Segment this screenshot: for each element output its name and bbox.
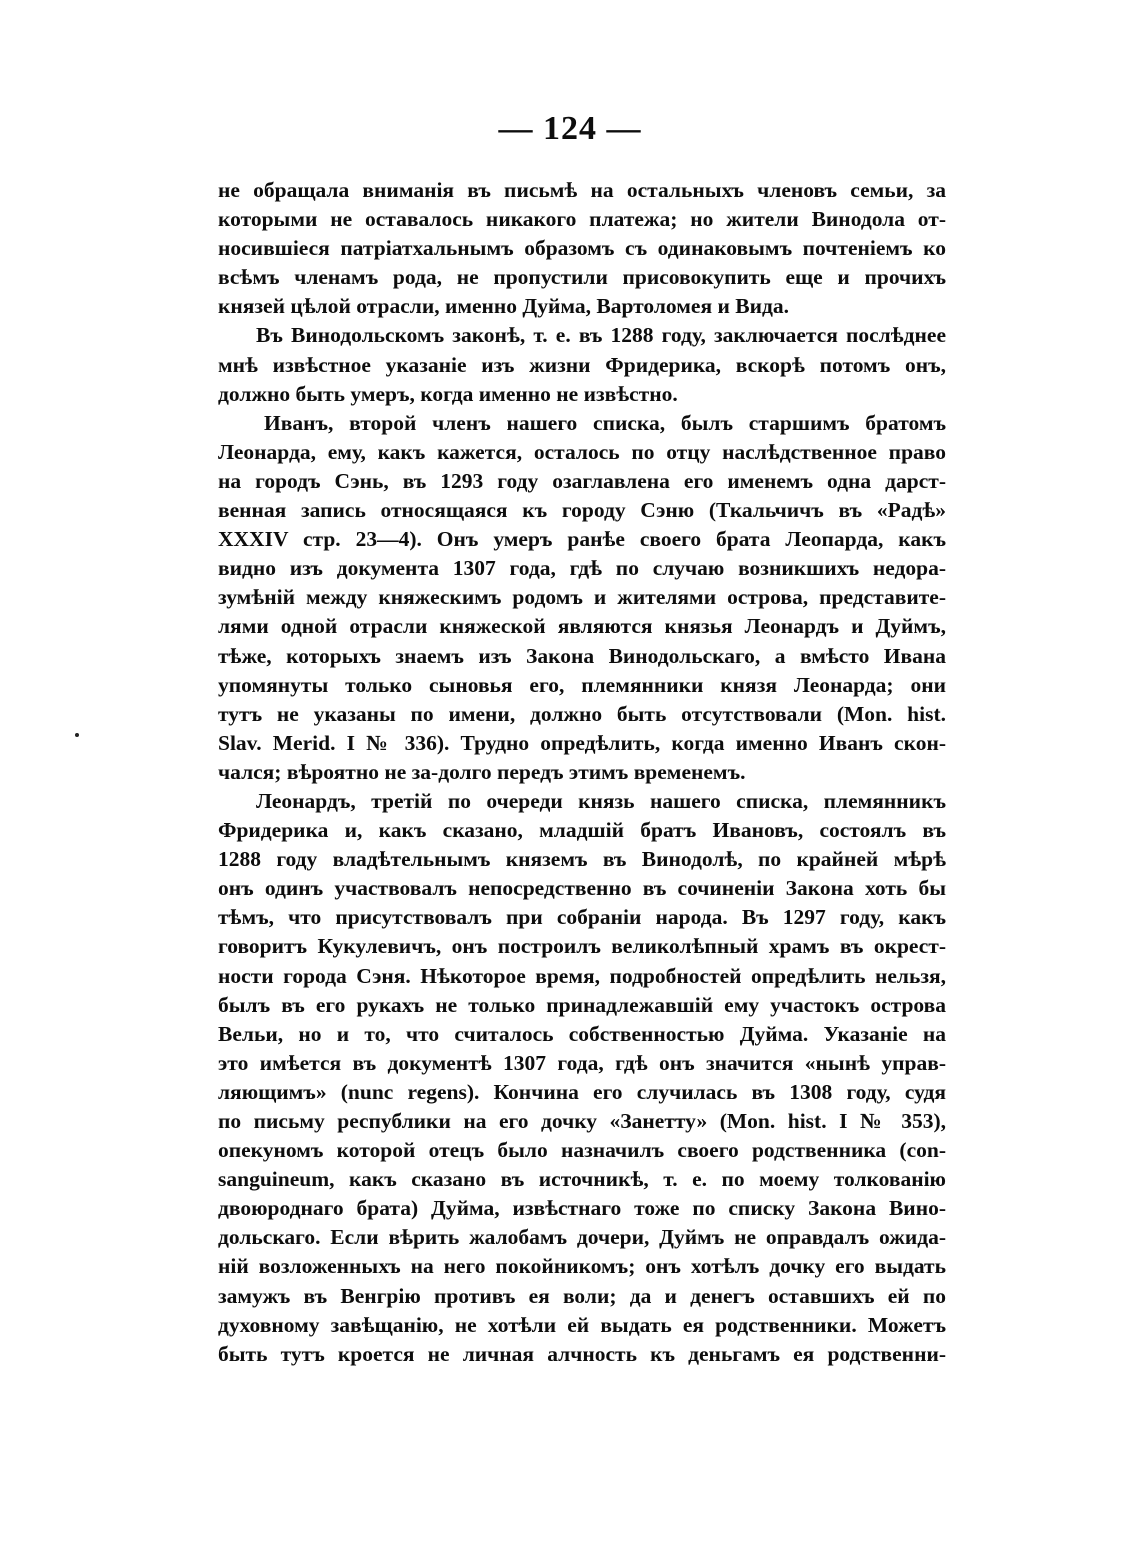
text-line: носившіеся патріатхальнымъ образомъ съ одинаковымъ почтеніемъ ко <box>218 236 946 261</box>
text-line: говоритъ Кукулевичъ, онъ построилъ великолѣпный храмъ въ окрест- <box>218 934 946 959</box>
text-line: всѣмъ членамъ рода, не пропустили присовокупить еще и прочихъ <box>218 265 946 290</box>
text-line: это имѣется въ документѣ 1307 года, гдѣ онъ значится «нынѣ управ- <box>218 1050 946 1075</box>
text-line: духовному завѣщанію, не хотѣли ей выдать ея родственники. Можетъ <box>218 1312 946 1337</box>
text-line: чался; вѣроятно не за-долго передъ этимъ временемъ. <box>218 759 746 784</box>
paragraph-start-line: Въ Винодольскомъ законѣ, т. е. въ 1288 году, заключается послѣднее <box>256 323 946 348</box>
text-line: которыми не оставалось никакого платежа; но жители Винодола от- <box>218 207 946 232</box>
text-line: Вельи, но и то, что считалось собственностью Дуйма. Указаніе на <box>218 1021 946 1046</box>
margin-mark <box>75 733 79 737</box>
text-line: тутъ не указаны по имени, должно быть отсутствовали (Mon. hist. <box>218 701 946 726</box>
text-line: онъ одинъ участвовалъ непосредственно въ сочиненіи Закона хоть бы <box>218 876 946 901</box>
text-line: лями одной отрасли княжеской являются князья Леонардъ и Дуймъ, <box>218 614 946 639</box>
text-line: мнѣ извѣстное указаніе изъ жизни Фридерика, вскорѣ потомъ онъ, <box>218 352 946 377</box>
text-line: тѣмъ, что присутствовалъ при собраніи народа. Въ 1297 году, какъ <box>218 905 946 930</box>
text-line: должно быть умеръ, когда именно не извѣстно. <box>218 381 678 406</box>
text-line: по письму республики на его дочку «Занетту» (Mon. hist. I № 353), <box>218 1109 946 1133</box>
text-line: sanguineum, какъ сказано въ источникѣ, т. е. по моему толкованію <box>218 1167 946 1192</box>
text-line: дольскаго. Если вѣрить жалобамъ дочери, Дуймъ не оправдалъ ожида- <box>218 1225 946 1250</box>
paragraph-start-line: Леонардъ, третій по очереди князь нашего списка, племянникъ <box>256 788 946 813</box>
text-line: тѣже, которыхъ знаемъ изъ Закона Винодольскаго, а вмѣсто Ивана <box>218 643 946 668</box>
text-line: на городъ Сэнь, въ 1293 году озаглавлена его именемъ одна дарст- <box>218 468 946 493</box>
body-text <box>218 176 946 1369</box>
text-line: упомянуты только сыновья его, племянники князя Леонарда; они <box>218 672 946 697</box>
text-line: быть тутъ кроется не личная алчность къ деньгамъ ея родственни- <box>218 1341 946 1366</box>
paragraph-start-line: Иванъ, второй членъ нашего списка, былъ старшимъ братомъ <box>264 410 946 435</box>
text-line: не обращала вниманія въ письмѣ на остальныхъ членовъ семьи, за <box>218 178 946 202</box>
page-number: — 124 — <box>498 110 642 147</box>
text-line: замужъ въ Венгрію противъ ея воли; да и денегъ оставшихъ ей по <box>218 1283 946 1308</box>
text-line: ній возложенныхъ на него покойникомъ; онъ хотѣлъ дочку его выдать <box>218 1254 946 1279</box>
text-line: Фридерика и, какъ сказано, младшій братъ Ивановъ, состоялъ въ <box>218 818 946 843</box>
text-line: Леонарда, ему, какъ кажется, осталось по отцу наслѣдственное право <box>218 439 946 464</box>
text-line: двоюроднаго брата) Дуйма, извѣстнаго тоже по списку Закона Вино- <box>218 1196 946 1221</box>
text-line: венная запись относящаяся къ городу Сэню (Ткальчичъ въ «Радѣ» <box>218 498 946 523</box>
text-line: XXXIV стр. 23—4). Онъ умеръ ранѣе своего брата Леопарда, какъ <box>218 527 946 552</box>
text-line: видно изъ документа 1307 года, гдѣ по случаю возникшихъ недора- <box>218 556 946 581</box>
text-line: зумѣній между княжескимъ родомъ и жителями острова, представите- <box>218 585 946 610</box>
text-line: ности города Сэня. Нѣкоторое время, подробностей опредѣлить нельзя, <box>218 963 946 988</box>
text-line: ляющимъ» (nunc regens). Кончина его случилась въ 1308 году, судя <box>218 1079 946 1104</box>
text-line: Slav. Merid. I № 336). Трудно опредѣлить, когда именно Иванъ скон- <box>218 730 946 755</box>
text-line: опекуномъ которой отецъ было назначилъ своего родственника (con- <box>218 1138 946 1163</box>
text-line: князей цѣлой отрасли, именно Дуйма, Вартоломея и Вида. <box>218 294 789 319</box>
text-line: 1288 году владѣтельнымъ княземъ въ Винодолѣ, по крайней мѣрѣ <box>218 847 946 872</box>
text-line: былъ въ его рукахъ не только принадлежавшій ему участокъ острова <box>218 992 946 1017</box>
